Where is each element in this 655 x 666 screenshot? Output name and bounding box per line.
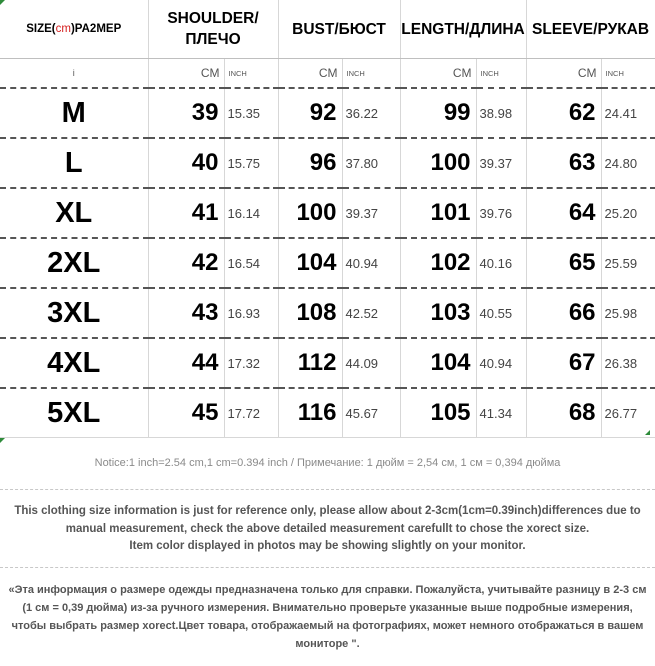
length-inch: 40.55 — [476, 288, 526, 338]
bust-inch: 40.94 — [342, 238, 400, 288]
bust-inch: 39.37 — [342, 188, 400, 238]
shoulder-cm: 39 — [148, 88, 224, 138]
bust-inch: 42.52 — [342, 288, 400, 338]
cm-unit-label: CM — [400, 59, 476, 89]
inch-unit-label: INCH — [476, 59, 526, 89]
shoulder-cm: 45 — [148, 388, 224, 438]
table-row — [0, 288, 655, 338]
size-label: XL — [0, 188, 148, 238]
shoulder-inch: 16.54 — [224, 238, 278, 288]
cm-unit-label: CM — [278, 59, 342, 89]
size-label: 4XL — [0, 338, 148, 388]
length-cm: 99 — [400, 88, 476, 138]
size-label: 2XL — [0, 238, 148, 288]
table-row — [0, 188, 655, 238]
divider — [0, 567, 655, 568]
shoulder-inch: 17.32 — [224, 338, 278, 388]
bust-inch: 45.67 — [342, 388, 400, 438]
cm-unit-label: CM — [526, 59, 601, 89]
sleeve-inch: 24.41 — [601, 88, 655, 138]
cm-unit-label: CM — [148, 59, 224, 89]
length-cm: 102 — [400, 238, 476, 288]
sleeve-cm: 66 — [526, 288, 601, 338]
length-cm: 104 — [400, 338, 476, 388]
length-inch: 40.16 — [476, 238, 526, 288]
bust-cm: 100 — [278, 188, 342, 238]
shoulder-cm: 40 — [148, 138, 224, 188]
shoulder-cm: 42 — [148, 238, 224, 288]
length-column-header: LENGTH/ДЛИНА — [400, 0, 526, 59]
sleeve-inch: 26.38 — [601, 338, 655, 388]
table-row — [0, 238, 655, 288]
sleeve-cm: 64 — [526, 188, 601, 238]
length-cm: 103 — [400, 288, 476, 338]
sleeve-column-header: SLEEVE/РУКАВ — [526, 0, 655, 59]
sleeve-cm: 63 — [526, 138, 601, 188]
length-inch: 39.76 — [476, 188, 526, 238]
disclaimer-line: This clothing size information is just for reference only, please allow about 2-3cm(1cm=0.39inch)differences due to — [14, 505, 641, 517]
sleeve-inch: 25.20 — [601, 188, 655, 238]
units-row — [0, 59, 655, 89]
shoulder-inch: 15.35 — [224, 88, 278, 138]
header-row — [0, 0, 655, 59]
bust-inch: 44.09 — [342, 338, 400, 388]
sleeve-cm: 68 — [526, 388, 601, 438]
shoulder-cm: 44 — [148, 338, 224, 388]
sleeve-inch: 26.77 — [601, 388, 655, 438]
disclaimer-english — [6, 503, 649, 556]
inch-unit-label: INCH — [224, 59, 278, 89]
shoulder-column-header: SHOULDER/ПЛЕЧО — [148, 0, 278, 59]
disclaimer-line: manual measurement, check the above detailed measurement carefullt to chose the xorect size. — [65, 522, 590, 535]
units-marker: i — [0, 59, 148, 89]
length-cm: 105 — [400, 388, 476, 438]
sleeve-inch: 24.80 — [601, 138, 655, 188]
conversion-notice: Notice:1 inch=2.54 cm,1 cm=0.394 inch / Примечание: 1 дюйм = 2,54 см, 1 см = 0,394 дюйма — [94, 457, 561, 469]
bust-inch: 37.80 — [342, 138, 400, 188]
bust-cm: 104 — [278, 238, 342, 288]
shoulder-inch: 16.93 — [224, 288, 278, 338]
sleeve-inch: 25.59 — [601, 238, 655, 288]
size-column-header: SIZE(cm)PA2MEP — [0, 0, 148, 59]
disclaimer-line: Item color displayed in photos may be showing slightly on your monitor. — [129, 540, 526, 552]
bust-cm: 96 — [278, 138, 342, 188]
cell-corner-marker — [0, 0, 5, 5]
length-cm: 100 — [400, 138, 476, 188]
size-label: 3XL — [0, 288, 148, 338]
divider — [0, 489, 655, 490]
size-label: L — [0, 138, 148, 188]
table-row — [0, 138, 655, 188]
bust-cm: 112 — [278, 338, 342, 388]
length-inch: 39.37 — [476, 138, 526, 188]
table-row — [0, 88, 655, 138]
length-inch: 38.98 — [476, 88, 526, 138]
shoulder-inch: 16.14 — [224, 188, 278, 238]
sleeve-inch: 25.98 — [601, 288, 655, 338]
disclaimer-russian: «Эта информация о размере одежды предназначена только для справки. Пожалуйста, учитывайте разницу в 2-3 см (1 см = 0,39 дюйма) из-за ручного измерения. Внимательно проверьте указанные выше подробные измерения, чтобы выбрать размер xorect.Цвет товара, отображаемый на фотографиях, может немного отображаться в вашем мониторе ". — [8, 584, 647, 650]
length-inch: 41.34 — [476, 388, 526, 438]
length-cm: 101 — [400, 188, 476, 238]
table-row — [0, 338, 655, 388]
bust-inch: 36.22 — [342, 88, 400, 138]
bust-cm: 108 — [278, 288, 342, 338]
shoulder-cm: 41 — [148, 188, 224, 238]
shoulder-cm: 43 — [148, 288, 224, 338]
sleeve-cm: 67 — [526, 338, 601, 388]
shoulder-inch: 17.72 — [224, 388, 278, 438]
bust-cm: 116 — [278, 388, 342, 438]
bust-column-header: BUST/БЮСТ — [278, 0, 400, 59]
cell-corner-marker — [0, 438, 5, 443]
table-row — [0, 388, 655, 438]
size-unit-label: cm — [55, 23, 71, 35]
size-label: M — [0, 88, 148, 138]
sleeve-cm: 62 — [526, 88, 601, 138]
cell-corner-marker — [645, 430, 650, 435]
inch-unit-label: INCH — [342, 59, 400, 89]
bust-cm: 92 — [278, 88, 342, 138]
shoulder-inch: 15.75 — [224, 138, 278, 188]
inch-unit-label: INCH — [601, 59, 655, 89]
size-label: 5XL — [0, 388, 148, 438]
sleeve-cm: 65 — [526, 238, 601, 288]
length-inch: 40.94 — [476, 338, 526, 388]
